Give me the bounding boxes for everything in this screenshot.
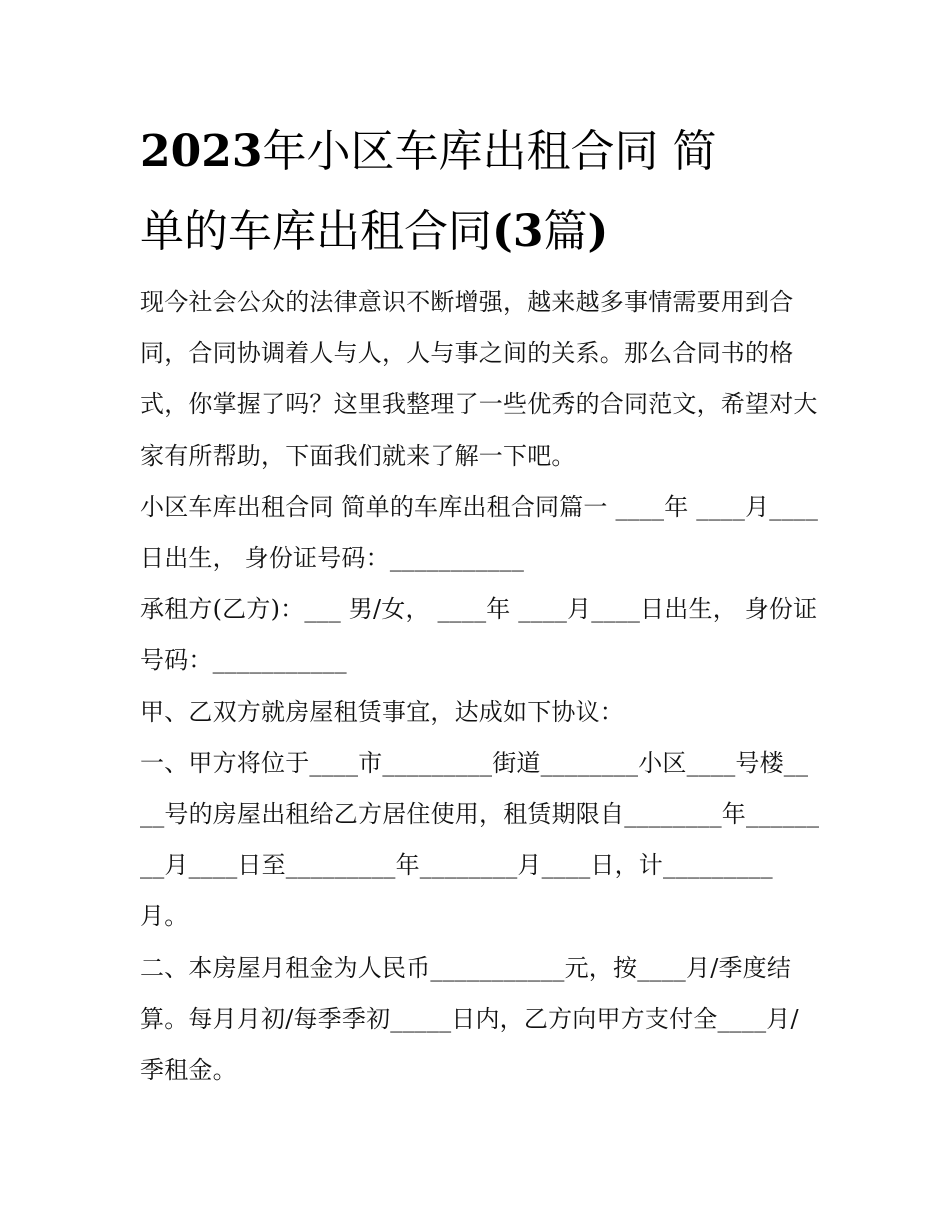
agreement-paragraph: 甲、乙双方就房屋租赁事宜，达成如下协议： xyxy=(140,697,624,726)
clause-one-paragraph: 一、甲方将位于____市_________街道________小区____号楼____号的房屋出租给乙方居住使用，租赁期限自________年________月____日至_________年________月____日，计_________月。 xyxy=(140,748,820,931)
contract-heading-landlord-paragraph: 小区车库出租合同 简单的车库出租合同篇一 ____年 ____月____日出生， 身份证号码：___________ xyxy=(140,492,819,573)
tenant-paragraph: 承租方(乙方)：___ 男/女， ____年 ____月____日出生， 身份证号码：___________ xyxy=(140,595,818,675)
title-bold-run: 2023 xyxy=(140,126,263,177)
title-line-2: 单的车库出租合同(3篇) xyxy=(140,206,609,257)
document-title xyxy=(140,112,820,272)
clause-two-paragraph: 二、本房屋月租金为人民币___________元，按____月/季度结算。每月月初/每季季初_____日内，乙方向甲方支付全____月/季租金。 xyxy=(140,953,799,1085)
intro-paragraph: 现今社会公众的法律意识不断增强，越来越多事情需要用到合同，合同协调着人与人，人与事之间的关系。那么合同书的格式，你掌握了吗？这里我整理了一些优秀的合同范文，希望对大家有所帮助，下面我们就来了解一下吧。 xyxy=(140,288,818,470)
document-body xyxy=(140,277,820,1096)
title-bold-run: (3 xyxy=(492,206,544,257)
title-bold-run: ) xyxy=(587,206,609,257)
title-line-1: 2023年小区车库出租合同 简 xyxy=(140,126,717,177)
